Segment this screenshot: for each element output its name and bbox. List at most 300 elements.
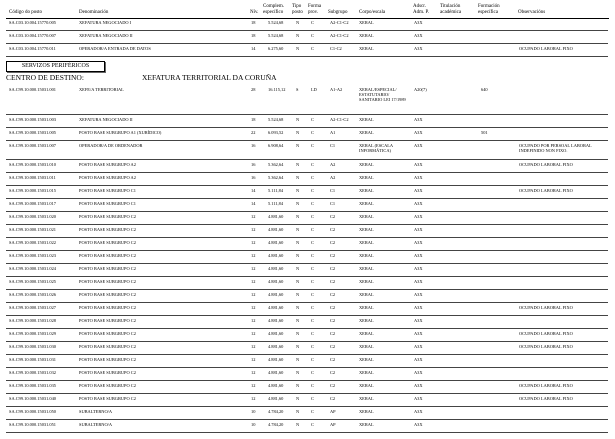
cell-forma: C <box>311 162 314 167</box>
cell-nivel: 12 <box>251 396 256 401</box>
cell-subgrupo: C2 <box>330 266 336 271</box>
cell-forma: C <box>311 227 314 232</box>
header-subgrupo: Subgrupo <box>328 10 348 15</box>
cell-code: SA.C99.10.000.15031.003 <box>9 117 56 122</box>
cell-adscr: A3X <box>414 305 423 310</box>
header-complemento-1: Complem. <box>263 4 284 9</box>
cell-tipo: N <box>296 143 300 148</box>
cell-code: SA.C99.10.000.15031.028 <box>9 318 56 323</box>
header-complemento-2: específico <box>263 10 284 15</box>
cell-adscr: A3X <box>414 227 423 232</box>
cell-corpo: XERAL <box>359 422 374 427</box>
cell-nivel: 12 <box>251 357 256 362</box>
cell-tipo: N <box>296 253 300 258</box>
cell-subgrupo: C2 <box>330 383 336 388</box>
cell-adscr: A3X <box>414 201 423 206</box>
cell-observacions: OCUPADO LABORAL FIXO <box>519 162 573 167</box>
cell-subgrupo: C1 <box>330 143 336 148</box>
cell-complemento: 5.362,64 <box>268 162 284 167</box>
row-divider <box>6 114 608 115</box>
header-formacion-2: específica <box>478 10 498 15</box>
cell-code: SA.C99.10.000.15031.010 <box>9 162 56 167</box>
table-row <box>0 240 615 246</box>
cell-denominacion: POSTO BASE SUBGRUPO C2 <box>79 279 136 284</box>
cell-complemento: 16.115,12 <box>268 87 286 92</box>
table-row <box>0 409 615 415</box>
cell-tipo: N <box>296 227 300 232</box>
cell-complemento: 6.093,52 <box>268 130 284 135</box>
cell-tipo: N <box>296 305 300 310</box>
cell-observacions: OCUPADO LABORAL FIXO <box>519 305 573 310</box>
cell-forma: C <box>311 344 314 349</box>
cell-nivel: 12 <box>251 370 256 375</box>
cell-denominacion: POSTO BASE SUBGRUPO C2 <box>79 318 136 323</box>
cell-forma: C <box>311 33 314 38</box>
header-forma-1: Forma <box>308 4 322 9</box>
cell-code: SA.C99.10.000.15031.025 <box>9 279 56 284</box>
cell-subgrupo: A2-C1-C2 <box>330 117 349 122</box>
cell-subgrupo: A2 <box>330 175 336 180</box>
cell-tipo: N <box>296 33 300 38</box>
row-divider <box>6 159 608 160</box>
cell-forma: C <box>311 409 314 414</box>
cell-nivel: 18 <box>251 33 256 38</box>
cell-tipo: S <box>296 87 299 92</box>
centro-name: XEFATURA TERRITORIAL DA CORUÑA <box>142 73 277 82</box>
cell-denominacion: POSTO BASE SUBGRUPO A1 (XURÍDICO) <box>79 130 162 135</box>
table-row <box>0 162 615 168</box>
cell-adscr: A3X <box>414 214 423 219</box>
cell-tipo: N <box>296 117 300 122</box>
cell-forma: C <box>311 201 314 206</box>
row-divider <box>6 211 608 212</box>
cell-complemento: 4.881,60 <box>268 331 284 336</box>
cell-subgrupo: AP <box>330 422 336 427</box>
cell-adscr: A3X <box>414 409 423 414</box>
cell-adscr: A3X <box>414 33 423 38</box>
cell-denominacion: XEFATURA NEGOCIADO I <box>79 20 132 25</box>
cell-complemento: 5.362,64 <box>268 175 284 180</box>
row-divider <box>6 393 608 394</box>
cell-observacions: OCUPADO LABORAL FIXO <box>519 46 573 51</box>
cell-complemento: 6.908,64 <box>268 143 284 148</box>
table-row <box>0 331 615 337</box>
cell-denominacion: SUBALTERNO/A <box>79 409 113 414</box>
table-row <box>0 201 615 207</box>
cell-code: SA.C99.10.000.15031.031 <box>9 357 56 362</box>
table-row <box>0 117 615 123</box>
cell-complemento: 4.881,60 <box>268 305 284 310</box>
cell-code: SA.C99.10.000.15031.022 <box>9 240 56 245</box>
cell-subgrupo: C2 <box>330 344 336 349</box>
cell-corpo: XERAL <box>359 344 374 349</box>
cell-denominacion: XEFATURA NEGOCIADO II <box>79 117 133 122</box>
cell-corpo: XERAL <box>359 240 374 245</box>
cell-code: SA.C03.10.004.15770.011 <box>9 46 56 51</box>
cell-code: SA.C99.10.000.15031.024 <box>9 266 56 271</box>
row-divider <box>6 380 608 381</box>
table-row <box>0 253 615 259</box>
header-observacions: Observacións <box>518 10 546 15</box>
cell-corpo: XERAL <box>359 175 374 180</box>
cell-corpo: XERAL <box>359 266 374 271</box>
cell-adscr: A3X <box>414 130 423 135</box>
cell-forma: C <box>311 305 314 310</box>
cell-adscr: A3X <box>414 318 423 323</box>
cell-forma: C <box>311 214 314 219</box>
cell-corpo: XERAL <box>359 117 374 122</box>
row-divider <box>6 367 608 368</box>
cell-denominacion: POSTO BASE SUBGRUPO C2 <box>79 370 136 375</box>
cell-forma: C <box>311 370 314 375</box>
cell-denominacion: SUBALTERNO/A <box>79 422 113 427</box>
cell-corpo: XERAL <box>359 409 374 414</box>
header-titulacion-1: Titulación <box>440 4 461 9</box>
cell-adscr: A3X <box>414 357 423 362</box>
cell-adscr: A3X <box>414 396 423 401</box>
cell-tipo: N <box>296 130 300 135</box>
cell-complemento: 4.881,60 <box>268 318 284 323</box>
centro-label: CENTRO DE DESTINO: <box>6 73 84 82</box>
cell-tipo: N <box>296 162 300 167</box>
cell-code: SA.C99.10.000.15031.007 <box>9 143 56 148</box>
cell-denominacion: POSTO BASE SUBGRUPO C2 <box>79 305 136 310</box>
cell-code: SA.C99.10.000.15031.015 <box>9 188 56 193</box>
row-divider <box>6 237 608 238</box>
row-divider <box>6 341 608 342</box>
header-tipo-1: Tipo <box>292 4 302 9</box>
cell-nivel: 12 <box>251 331 256 336</box>
cell-corpo: XERAL <box>359 370 374 375</box>
cell-tipo: N <box>296 383 300 388</box>
table-row <box>0 175 615 181</box>
cell-denominacion: POSTO BASE SUBGRUPO C1 <box>79 201 136 206</box>
cell-denominacion: POSTO BASE SUBGRUPO C2 <box>79 253 136 258</box>
cell-formacion: 640 <box>481 87 488 92</box>
cell-subgrupo: C2 <box>330 279 336 284</box>
cell-observacions: OCUPADO POR PERSOAL LABORAL INDEFINIDO NON FIXO. <box>519 143 592 153</box>
cell-subgrupo: A1-A2 <box>330 87 343 92</box>
header-corpo: Corpo/escala <box>359 10 386 15</box>
cell-adscr: A3X <box>414 344 423 349</box>
cell-complemento: 4.881,60 <box>268 253 284 258</box>
cell-adscr: A3X <box>414 20 423 25</box>
cell-subgrupo: C1-C2 <box>330 46 342 51</box>
cell-complemento: 4.881,60 <box>268 383 284 388</box>
cell-adscr: A3X <box>414 370 423 375</box>
header-tipo-2: posto <box>292 10 303 15</box>
cell-code: SA.C99.10.000.15031.029 <box>9 331 56 336</box>
cell-corpo: XERAL <box>359 227 374 232</box>
cell-denominacion: POSTO BASE SUBGRUPO C2 <box>79 344 136 349</box>
table-row <box>0 318 615 324</box>
cell-code: SA.C99.10.000.15031.017 <box>9 201 56 206</box>
cell-subgrupo: C2 <box>330 292 336 297</box>
header-adscr-2: Adm. P. <box>413 10 429 15</box>
section-servizos-perifericos: SERVIZOS PERIFÉRICOS <box>6 61 105 72</box>
row-divider <box>6 43 608 44</box>
table-row <box>0 130 615 136</box>
cell-denominacion: POSTO BASE SUBGRUPO A2 <box>79 175 136 180</box>
row-divider <box>6 328 608 329</box>
cell-adscr: A3X <box>414 331 423 336</box>
cell-tipo: N <box>296 344 300 349</box>
cell-nivel: 14 <box>251 46 256 51</box>
cell-nivel: 12 <box>251 344 256 349</box>
cell-code: SA.C99.10.000.15031.040 <box>9 396 56 401</box>
table-row <box>0 344 615 350</box>
cell-forma: C <box>311 292 314 297</box>
header-adscr-1: Adscr. <box>413 4 426 9</box>
table-row <box>0 383 615 389</box>
cell-corpo: XERAL <box>359 292 374 297</box>
cell-code: SA.C99.10.000.15031.005 <box>9 130 56 135</box>
cell-complemento: 4.881,60 <box>268 266 284 271</box>
cell-tipo: N <box>296 409 300 414</box>
row-divider <box>6 419 608 420</box>
row-divider <box>6 172 608 173</box>
row-divider <box>6 56 608 57</box>
cell-observacions: OCUPADO LABORAL FIXO <box>519 331 573 336</box>
cell-adscr: A3X <box>414 117 423 122</box>
cell-nivel: 22 <box>251 130 256 135</box>
cell-subgrupo: C2 <box>330 253 336 258</box>
cell-code: SA.C03.10.004.15770.005 <box>9 20 56 25</box>
row-divider <box>6 127 608 128</box>
cell-corpo: XERAL <box>359 279 374 284</box>
cell-code: SA.C99.10.000.15031.032 <box>9 370 56 375</box>
cell-corpo: XERAL <box>359 396 374 401</box>
cell-subgrupo: C2 <box>330 318 336 323</box>
cell-complemento: 6.275,60 <box>268 46 284 51</box>
cell-tipo: N <box>296 201 300 206</box>
header-forma-2: prov. <box>308 10 319 15</box>
cell-tipo: N <box>296 240 300 245</box>
cell-forma: C <box>311 46 314 51</box>
cell-subgrupo: C1 <box>330 201 336 206</box>
cell-code: SA.C99.10.000.15031.020 <box>9 214 56 219</box>
cell-corpo: XERAL (ESCALA INFORMÁTICA) <box>359 143 393 153</box>
row-divider <box>6 432 608 433</box>
cell-subgrupo: C2 <box>330 305 336 310</box>
cell-denominacion: POSTO BASE SUBGRUPO A2 <box>79 162 136 167</box>
cell-tipo: N <box>296 175 300 180</box>
cell-subgrupo: C2 <box>330 331 336 336</box>
cell-subgrupo: C2 <box>330 240 336 245</box>
row-divider <box>6 406 608 407</box>
cell-adscr: A3X <box>414 266 423 271</box>
cell-observacions: OCUPADO LABORAL FIXO <box>519 396 573 401</box>
cell-adscr: A20(7) <box>414 87 427 92</box>
cell-nivel: 12 <box>251 266 256 271</box>
cell-subgrupo: C1 <box>330 188 336 193</box>
cell-forma: C <box>311 175 314 180</box>
cell-forma: C <box>311 117 314 122</box>
cell-denominacion: POSTO BASE SUBGRUPO C2 <box>79 214 136 219</box>
table-row <box>0 292 615 298</box>
cell-forma: C <box>311 130 314 135</box>
table-row <box>0 20 615 26</box>
cell-complemento: 4.881,60 <box>268 240 284 245</box>
cell-tipo: N <box>296 46 300 51</box>
cell-complemento: 4.881,60 <box>268 357 284 362</box>
table-row <box>0 227 615 233</box>
cell-nivel: 12 <box>251 253 256 258</box>
cell-tipo: N <box>296 266 300 271</box>
row-divider <box>6 315 608 316</box>
cell-adscr: A3X <box>414 279 423 284</box>
cell-nivel: 12 <box>251 292 256 297</box>
table-row <box>0 305 615 311</box>
row-divider <box>6 354 608 355</box>
cell-code: SA.C99.10.000.15031.030 <box>9 344 56 349</box>
cell-forma: C <box>311 318 314 323</box>
cell-corpo: XERAL <box>359 305 374 310</box>
header-denominacion: Denominación <box>79 10 109 15</box>
cell-subgrupo: A2-C1-C2 <box>330 20 349 25</box>
cell-nivel: 12 <box>251 214 256 219</box>
cell-tipo: N <box>296 214 300 219</box>
cell-code: SA.C99.10.000.15031.026 <box>9 292 56 297</box>
cell-adscr: A3X <box>414 143 423 148</box>
cell-tipo: N <box>296 318 300 323</box>
header-titulacion-2: académica <box>440 10 462 15</box>
cell-complemento: 4.881,60 <box>268 227 284 232</box>
cell-complemento: 5.524,68 <box>268 117 284 122</box>
row-divider <box>6 302 608 303</box>
cell-tipo: N <box>296 422 300 427</box>
cell-corpo: XERAL <box>359 162 374 167</box>
cell-adscr: A3X <box>414 46 423 51</box>
cell-corpo: XERAL/ESPECIAL/ ESTATUTARIO/ SANITARIO LEI 17/1989 <box>359 87 406 102</box>
cell-forma: C <box>311 422 314 427</box>
table-row <box>0 46 615 52</box>
cell-subgrupo: C2 <box>330 227 336 232</box>
cell-denominacion: XEFE/A TERRITORIAL <box>79 87 124 92</box>
cell-nivel: 12 <box>251 305 256 310</box>
cell-forma: C <box>311 279 314 284</box>
cell-adscr: A3X <box>414 240 423 245</box>
row-divider <box>6 140 608 141</box>
cell-corpo: XERAL <box>359 214 374 219</box>
cell-nivel: 12 <box>251 279 256 284</box>
table-row <box>0 370 615 376</box>
cell-complemento: 5.524,68 <box>268 20 284 25</box>
cell-tipo: N <box>296 292 300 297</box>
table-row <box>0 279 615 285</box>
cell-corpo: XERAL <box>359 357 374 362</box>
cell-tipo: N <box>296 357 300 362</box>
cell-complemento: 4.784,20 <box>268 422 284 427</box>
cell-code: SA.C99.10.000.15031.051 <box>9 422 56 427</box>
cell-subgrupo: C2 <box>330 396 336 401</box>
cell-forma: C <box>311 266 314 271</box>
cell-code: SA.C99.10.000.15031.001 <box>9 87 56 92</box>
cell-subgrupo: C2 <box>330 370 336 375</box>
cell-forma: C <box>311 240 314 245</box>
cell-nivel: 12 <box>251 383 256 388</box>
cell-denominacion: POSTO BASE SUBGRUPO C2 <box>79 227 136 232</box>
cell-adscr: A3X <box>414 383 423 388</box>
cell-forma: C <box>311 357 314 362</box>
cell-nivel: 16 <box>251 175 256 180</box>
cell-forma: C <box>311 143 314 148</box>
row-divider <box>6 263 608 264</box>
table-row <box>0 357 615 363</box>
cell-observacions: OCUPADO LABORAL FIXO <box>519 344 573 349</box>
header-divider <box>6 18 609 19</box>
row-divider <box>6 30 608 31</box>
cell-observacions: OCUPADO LABORAL FIXO <box>519 383 573 388</box>
cell-code: SA.C99.10.000.15031.027 <box>9 305 56 310</box>
cell-tipo: N <box>296 396 300 401</box>
cell-nivel: 10 <box>251 409 256 414</box>
cell-complemento: 5.524,68 <box>268 33 284 38</box>
table-row <box>0 422 615 428</box>
table-row <box>0 214 615 220</box>
cell-complemento: 4.881,60 <box>268 370 284 375</box>
table-row <box>0 396 615 402</box>
cell-denominacion: POSTO BASE SUBGRUPO C2 <box>79 266 136 271</box>
cell-tipo: N <box>296 331 300 336</box>
cell-nivel: 16 <box>251 162 256 167</box>
cell-nivel: 12 <box>251 318 256 323</box>
cell-corpo: XERAL <box>359 201 374 206</box>
cell-corpo: XERAL <box>359 331 374 336</box>
cell-tipo: N <box>296 20 300 25</box>
cell-complemento: 4.881,60 <box>268 214 284 219</box>
cell-complemento: 4.881,60 <box>268 292 284 297</box>
cell-corpo: XERAL <box>359 20 374 25</box>
cell-forma: C <box>311 20 314 25</box>
cell-nivel: 18 <box>251 20 256 25</box>
cell-denominacion: OPERADOR/A DE ORDENADOR <box>79 143 143 148</box>
cell-adscr: A3X <box>414 175 423 180</box>
cell-nivel: 12 <box>251 240 256 245</box>
cell-forma: C <box>311 383 314 388</box>
cell-denominacion: POSTO BASE SUBGRUPO C2 <box>79 292 136 297</box>
cell-denominacion: POSTO BASE SUBGRUPO C2 <box>79 357 136 362</box>
table-row <box>0 33 615 39</box>
cell-nivel: 16 <box>251 143 256 148</box>
cell-forma: C <box>311 188 314 193</box>
cell-complemento: 4.881,60 <box>268 279 284 284</box>
cell-adscr: A3X <box>414 422 423 427</box>
cell-tipo: N <box>296 188 300 193</box>
header-nivel: Nív. <box>250 10 259 15</box>
cell-nivel: 14 <box>251 201 256 206</box>
cell-subgrupo: C2 <box>330 357 336 362</box>
cell-denominacion: POSTO BASE SUBGRUPO C1 <box>79 188 136 193</box>
cell-adscr: A3X <box>414 162 423 167</box>
cell-subgrupo: AP <box>330 409 336 414</box>
cell-nivel: 14 <box>251 188 256 193</box>
cell-code: SA.C99.10.000.15031.050 <box>9 409 56 414</box>
cell-denominacion: OPERADOR/A ENTRADA DE DATOS <box>79 46 151 51</box>
cell-corpo: XERAL <box>359 130 374 135</box>
row-divider <box>6 250 608 251</box>
cell-complemento: 5.111,84 <box>268 201 284 206</box>
cell-complemento: 4.881,60 <box>268 396 284 401</box>
cell-forma: LD <box>311 87 317 92</box>
cell-code: SA.C03.10.004.15770.007 <box>9 33 56 38</box>
table-row <box>0 87 615 102</box>
row-divider <box>6 185 608 186</box>
cell-forma: C <box>311 396 314 401</box>
cell-subgrupo: A2 <box>330 162 336 167</box>
cell-complemento: 4.784,20 <box>268 409 284 414</box>
cell-code: SA.C99.10.000.15031.035 <box>9 383 56 388</box>
